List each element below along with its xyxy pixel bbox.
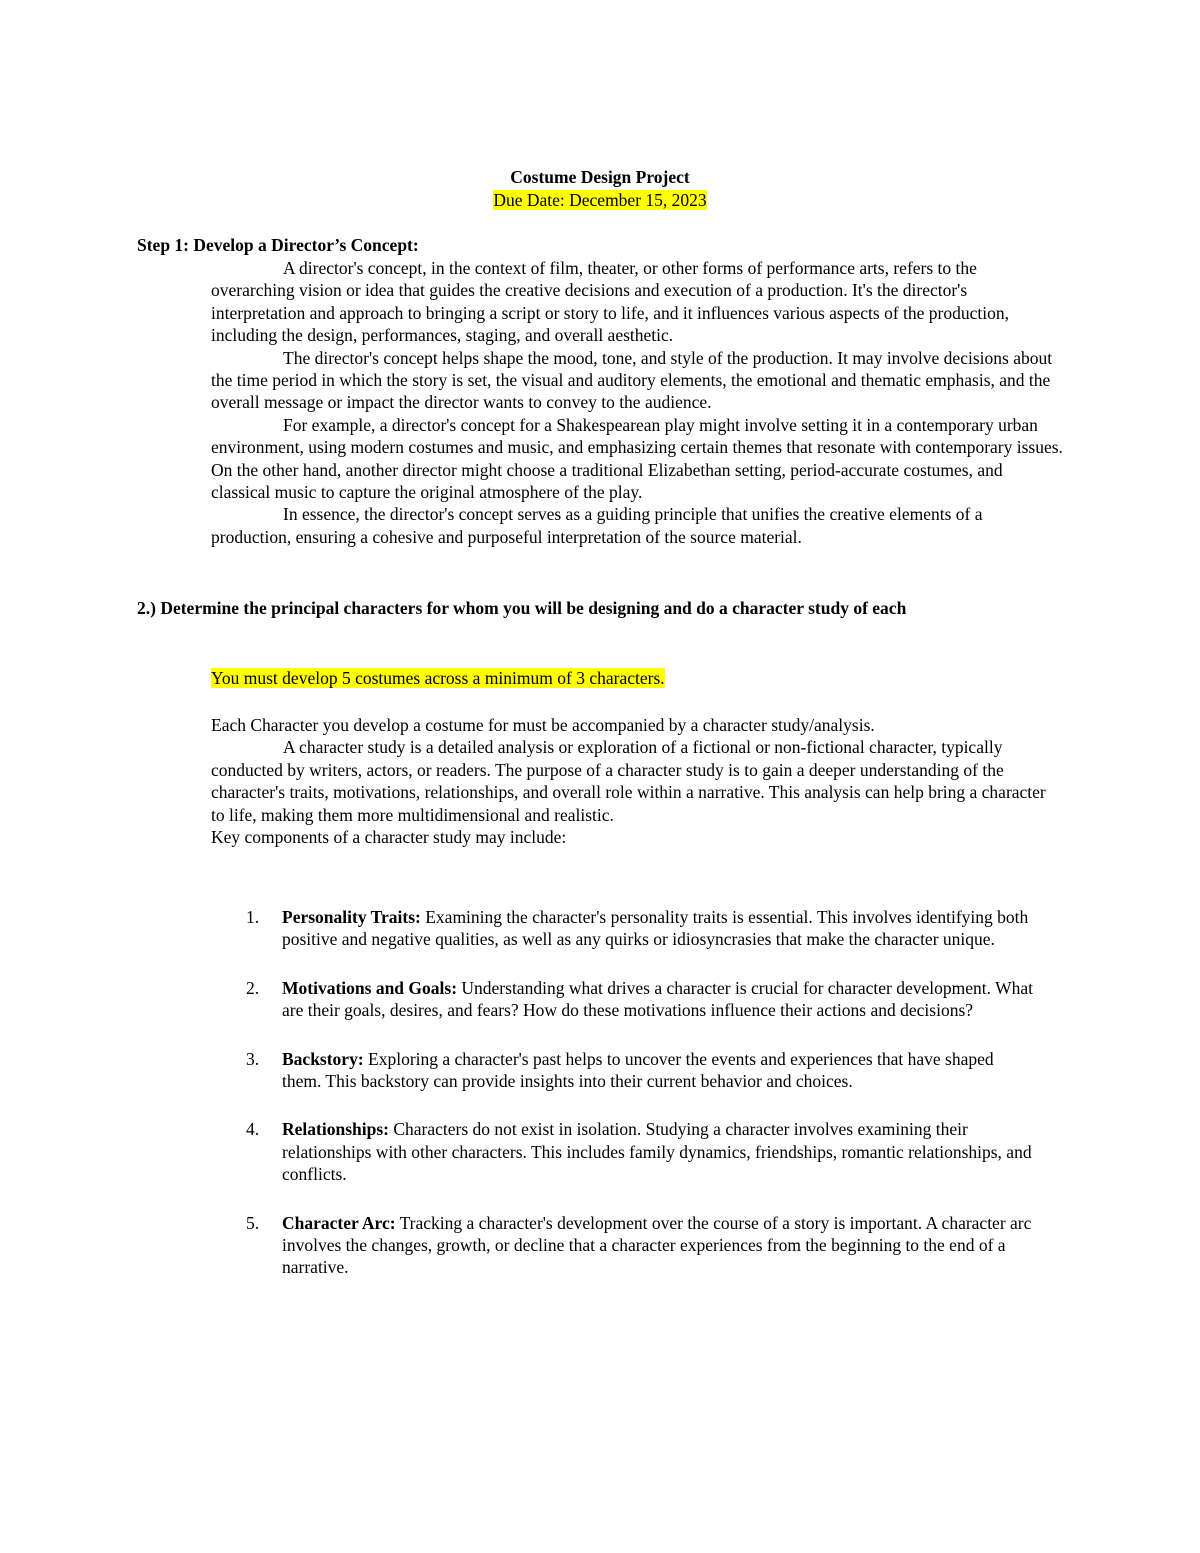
component-term: Character Arc: [282, 1212, 396, 1233]
list-item [246, 906, 1036, 951]
list-item [246, 1118, 1036, 1185]
components-list [246, 906, 1036, 1305]
due-date-line [0, 189, 1200, 211]
step1-heading: Step 1: Develop a Director’s Concept: [137, 235, 419, 255]
list-item [246, 1212, 1036, 1279]
component-text: Characters do not exist in isolation. Studying a character involves examining their relationships with other characters. This includes family dynamics, friendships, romantic relationships, and conflicts. [282, 1119, 1032, 1185]
list-number: 2. [246, 977, 260, 998]
requirement-highlight: You must develop 5 costumes across a minimum of 3 characters. [211, 668, 665, 688]
due-date-highlight: Due Date: December 15, 2023 [493, 190, 707, 210]
component-term: Backstory: [282, 1048, 364, 1069]
component-text: Tracking a character's development over the course of a story is important. A character arc involves the changes, growth, or decline that a character experiences from the beginning to the end of a narrative. [282, 1212, 1032, 1278]
concept-paragraph: A director's concept, in the context of film, theater, or other forms of performance arts, refers to the overarching vision or idea that guides the creative decisions and execution of a production. It's the director's interpretation and approach to bringing a script or story to life, and it influences various aspects of the production, including the design, performances, staging, and overall aesthetic. [211, 258, 1009, 346]
component-term: Personality Traits: [282, 907, 421, 927]
character-study-definition: A character study is a detailed analysis or exploration of a fictional or non-fictional character, typically conducted by writers, actors, or readers. The purpose of a character study is to gain a deeper understanding of the character's traits, motivations, relationships, and overall role within a narrative. This analysis can help bring a character to life, making them more multidimensional and realistic. [211, 737, 1046, 825]
component-term: Motivations and Goals: [282, 977, 458, 998]
costume-requirement [211, 667, 1063, 689]
component-text: Understanding what drives a character is crucial for character development. What are their goals, desires, and fears? How do these motivations influence their actions and decisions? [282, 977, 1033, 1021]
list-number: 4. [246, 1119, 260, 1140]
component-text: Examining the character's personality traits is essential. This involves identifying both positive and negative qualities, as well as any quirks or idiosyncrasies that make the character unique. [282, 907, 1029, 950]
concept-paragraph: The director's concept helps shape the mood, tone, and style of the production. It may involve decisions about the time period in which the story is set, the visual and auditory elements, the emotional and thematic emphasis, and the overall message or impact the director wants to convey to the audience. [211, 347, 1053, 413]
character-study-intro: Each Character you develop a costume for must be accompanied by a character study/analysis. [211, 715, 875, 735]
directors-concept-section [211, 257, 1063, 548]
list-number: 5. [246, 1212, 260, 1233]
list-item [246, 1048, 1036, 1093]
step2-heading: 2.) Determine the principal characters for whom you will be designing and do a character study of each [137, 598, 907, 618]
concept-paragraph: In essence, the director's concept serves as a guiding principle that unifies the creative elements of a production, ensuring a cohesive and purposeful interpretation of the source material. [211, 504, 983, 547]
components-intro: Key components of a character study may include: [211, 827, 567, 848]
document-title: Costume Design Project [510, 167, 690, 187]
concept-paragraph: For example, a director's concept for a Shakespearean play might involve setting it in a contemporary urban environment, using modern costumes and music, and emphasizing certain themes that resonate with contemporary issues. On the other hand, another director might choose a traditional Elizabethan setting, period-accurate costumes, and classical music to capture the original atmosphere of the play. [211, 414, 1063, 503]
list-number: 3. [246, 1048, 260, 1069]
list-item [246, 977, 1036, 1022]
list-number: 1. [246, 907, 260, 927]
character-study-section [211, 714, 1063, 848]
component-text: Exploring a character's past helps to uncover the events and experiences that have shaped them. This backstory can provide insights into their current behavior and choices. [282, 1048, 994, 1092]
component-term: Relationships: [282, 1119, 389, 1140]
